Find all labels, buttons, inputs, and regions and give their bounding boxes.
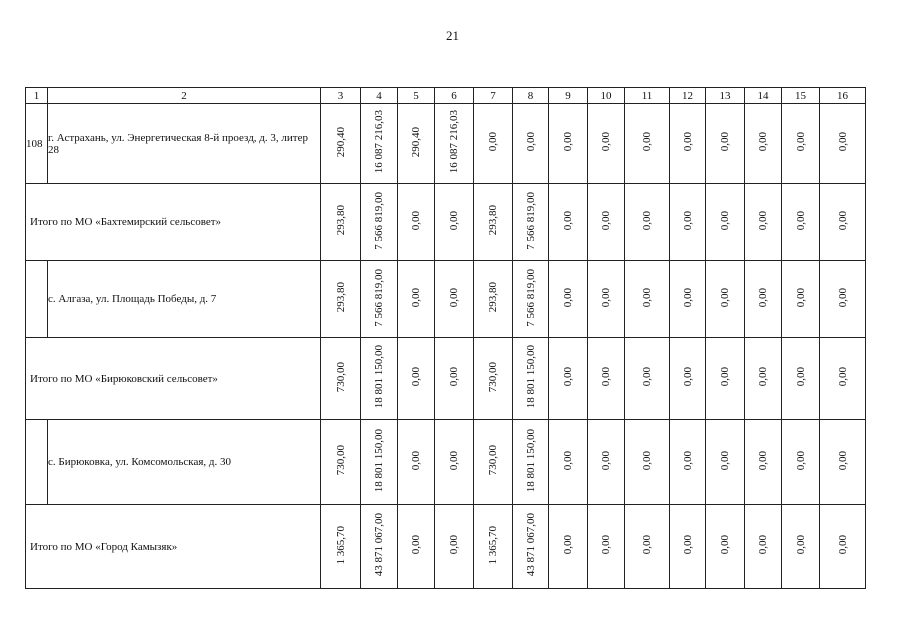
value-cell: [625, 104, 670, 184]
header-cell: 13: [706, 88, 745, 104]
row-number: [26, 261, 48, 338]
value-text: 0,00: [757, 535, 769, 555]
header-cell: 3: [321, 88, 361, 104]
register-table: [25, 87, 866, 589]
value-cell: [820, 104, 866, 184]
value-cell: [625, 338, 670, 420]
value-text: 293,80: [334, 205, 347, 236]
value-cell: [361, 104, 398, 184]
value-cell: [435, 338, 474, 420]
total-label: Итого по МО «Бирюковский сельсовет»: [26, 338, 321, 420]
value-cell: [706, 338, 745, 420]
value-text: 730,00: [487, 361, 499, 393]
value-text: 0,00: [410, 450, 422, 471]
value-text: 0,00: [836, 132, 849, 152]
header-cell: 2: [48, 88, 321, 104]
value-text: 43 871 067,00: [373, 513, 385, 577]
value-text: 18 801 150,00: [524, 345, 537, 409]
value-text: 0,00: [410, 535, 422, 555]
value-text: 1 365,70: [487, 525, 499, 565]
value-cell: [513, 420, 549, 505]
value-text: 0,00: [641, 287, 653, 308]
value-cell: [745, 261, 782, 338]
value-cell: [706, 261, 745, 338]
value-cell: [745, 184, 782, 261]
value-cell: [820, 338, 866, 420]
value-cell: [588, 420, 625, 505]
value-cell: [549, 338, 588, 420]
value-text: 0,00: [794, 132, 807, 152]
value-cell: [435, 420, 474, 505]
value-text: 0,00: [681, 132, 694, 152]
value-cell: [549, 505, 588, 589]
value-cell: [513, 505, 549, 589]
value-text: 0,00: [600, 450, 612, 471]
value-cell: [706, 104, 745, 184]
value-cell: [588, 505, 625, 589]
value-cell: [670, 420, 706, 505]
value-text: 0,00: [719, 450, 731, 471]
value-cell: [513, 338, 549, 420]
value-text: 7 566 819,00: [373, 268, 385, 327]
value-cell: [820, 184, 866, 261]
value-text: 0,00: [794, 367, 807, 387]
value-cell: [513, 261, 549, 338]
value-cell: [321, 338, 361, 420]
value-cell: [474, 184, 513, 261]
value-text: 730,00: [487, 445, 499, 476]
value-cell: [321, 505, 361, 589]
value-cell: [435, 104, 474, 184]
value-text: 0,00: [641, 535, 653, 555]
value-cell: [474, 261, 513, 338]
value-cell: [361, 261, 398, 338]
value-cell: [782, 261, 820, 338]
value-cell: [549, 184, 588, 261]
value-cell: [321, 184, 361, 261]
value-text: 0,00: [836, 450, 849, 471]
value-text: 730,00: [334, 445, 347, 476]
value-text: 0,00: [836, 535, 849, 555]
value-cell: [398, 505, 435, 589]
value-cell: [745, 505, 782, 589]
value-text: 730,00: [334, 361, 347, 393]
value-text: 0,00: [681, 367, 694, 387]
value-text: 0,00: [794, 210, 807, 231]
value-cell: [474, 505, 513, 589]
value-cell: [670, 338, 706, 420]
value-cell: [361, 505, 398, 589]
value-cell: [782, 184, 820, 261]
value-text: 0,00: [410, 287, 422, 308]
value-text: 16 087 216,03: [448, 110, 460, 174]
header-cell: 11: [625, 88, 670, 104]
total-row: [26, 184, 866, 261]
value-cell: [670, 261, 706, 338]
value-text: 0,00: [681, 450, 694, 471]
value-cell: [513, 184, 549, 261]
header-cell: 1: [26, 88, 48, 104]
value-text: 0,00: [562, 132, 574, 152]
header-cell: 5: [398, 88, 435, 104]
value-cell: [782, 420, 820, 505]
table-row: [26, 261, 866, 338]
value-cell: [435, 184, 474, 261]
value-text: 290,40: [334, 126, 347, 158]
value-text: 0,00: [719, 210, 731, 231]
value-text: 0,00: [719, 287, 731, 308]
table-row: [26, 420, 866, 505]
value-text: 0,00: [524, 132, 537, 152]
value-cell: [820, 261, 866, 338]
value-cell: [474, 338, 513, 420]
value-text: 0,00: [410, 367, 422, 387]
value-cell: [361, 338, 398, 420]
header-cell: 16: [820, 88, 866, 104]
value-text: 0,00: [794, 450, 807, 471]
value-cell: [706, 420, 745, 505]
value-cell: [745, 338, 782, 420]
value-text: 43 871 067,00: [524, 513, 537, 577]
value-cell: [361, 420, 398, 505]
value-cell: [820, 505, 866, 589]
value-cell: [398, 184, 435, 261]
value-cell: [625, 420, 670, 505]
value-cell: [398, 338, 435, 420]
value-text: 1 365,70: [334, 525, 347, 565]
row-number: [26, 420, 48, 505]
value-text: 0,00: [562, 210, 574, 231]
value-text: 0,00: [562, 287, 574, 308]
value-cell: [321, 261, 361, 338]
header-cell: 6: [435, 88, 474, 104]
value-text: 0,00: [562, 535, 574, 555]
value-cell: [782, 505, 820, 589]
page-number: 21: [446, 28, 459, 43]
value-text: 0,00: [641, 450, 653, 471]
value-cell: [745, 420, 782, 505]
value-cell: [625, 505, 670, 589]
value-text: 0,00: [600, 132, 612, 152]
value-text: 0,00: [600, 535, 612, 555]
value-cell: [588, 184, 625, 261]
value-text: 7 566 819,00: [373, 191, 385, 250]
value-cell: [435, 505, 474, 589]
total-label: Итого по МО «Бахтемирский сельсовет»: [26, 184, 321, 261]
header-cell: 7: [474, 88, 513, 104]
value-cell: [474, 104, 513, 184]
value-cell: [513, 104, 549, 184]
value-cell: [435, 261, 474, 338]
value-text: 0,00: [719, 367, 731, 387]
value-cell: [820, 420, 866, 505]
value-text: 0,00: [562, 367, 574, 387]
value-cell: [588, 261, 625, 338]
header-cell: 15: [782, 88, 820, 104]
value-cell: [670, 505, 706, 589]
value-text: 7 566 819,00: [524, 191, 537, 250]
value-text: 0,00: [641, 367, 653, 387]
value-text: 0,00: [410, 210, 422, 231]
header-cell: 14: [745, 88, 782, 104]
value-cell: [321, 420, 361, 505]
value-text: 7 566 819,00: [524, 268, 537, 327]
total-row: [26, 505, 866, 589]
value-text: 0,00: [836, 287, 849, 308]
value-text: 0,00: [600, 367, 612, 387]
value-text: 0,00: [757, 367, 769, 387]
value-text: 0,00: [641, 132, 653, 152]
value-text: 0,00: [448, 450, 460, 471]
header-row: [26, 88, 866, 104]
value-text: 0,00: [836, 210, 849, 231]
value-text: 0,00: [448, 367, 460, 387]
address-cell: г. Астрахань, ул. Энергетическая 8-й проезд, д. 3, литер 28: [48, 104, 321, 184]
value-text: 293,80: [334, 282, 347, 313]
value-cell: [398, 420, 435, 505]
value-text: 290,40: [410, 126, 422, 158]
value-cell: [625, 261, 670, 338]
value-cell: [745, 104, 782, 184]
value-text: 0,00: [719, 535, 731, 555]
value-cell: [549, 104, 588, 184]
value-text: 0,00: [794, 535, 807, 555]
value-text: 0,00: [562, 450, 574, 471]
value-cell: [398, 261, 435, 338]
value-cell: [549, 261, 588, 338]
value-cell: [706, 505, 745, 589]
value-text: 0,00: [448, 535, 460, 555]
row-number: 108: [26, 104, 48, 184]
value-cell: [782, 104, 820, 184]
value-cell: [670, 184, 706, 261]
value-text: 0,00: [681, 210, 694, 231]
value-cell: [549, 420, 588, 505]
address-cell: с. Бирюковка, ул. Комсомольская, д. 30: [48, 420, 321, 505]
value-text: 0,00: [757, 210, 769, 231]
header-cell: 8: [513, 88, 549, 104]
header-cell: 10: [588, 88, 625, 104]
table-row: [26, 104, 866, 184]
value-text: 16 087 216,03: [373, 110, 385, 174]
value-text: 293,80: [487, 282, 499, 313]
total-label: Итого по МО «Город Камызяк»: [26, 505, 321, 589]
value-text: 0,00: [487, 132, 499, 152]
value-text: 0,00: [600, 287, 612, 308]
address-cell: с. Алгаза, ул. Площадь Победы, д. 7: [48, 261, 321, 338]
value-text: 18 801 150,00: [373, 345, 385, 409]
value-cell: [782, 338, 820, 420]
value-text: 0,00: [600, 210, 612, 231]
value-text: 0,00: [757, 450, 769, 471]
value-cell: [398, 104, 435, 184]
value-cell: [588, 338, 625, 420]
value-cell: [588, 104, 625, 184]
value-cell: [706, 184, 745, 261]
value-text: 18 801 150,00: [524, 428, 537, 493]
value-text: 0,00: [757, 132, 769, 152]
value-text: 0,00: [448, 287, 460, 308]
value-text: 0,00: [681, 535, 694, 555]
header-cell: 9: [549, 88, 588, 104]
value-text: 293,80: [487, 205, 499, 236]
value-text: 0,00: [836, 367, 849, 387]
value-text: 0,00: [448, 210, 460, 231]
total-row: [26, 338, 866, 420]
value-cell: [361, 184, 398, 261]
value-cell: [321, 104, 361, 184]
value-text: 0,00: [681, 287, 694, 308]
value-text: 0,00: [794, 287, 807, 308]
value-cell: [474, 420, 513, 505]
header-cell: 4: [361, 88, 398, 104]
value-text: 0,00: [641, 210, 653, 231]
value-text: 18 801 150,00: [373, 428, 385, 493]
value-text: 0,00: [757, 287, 769, 308]
value-cell: [625, 184, 670, 261]
header-cell: 12: [670, 88, 706, 104]
value-cell: [670, 104, 706, 184]
value-text: 0,00: [719, 132, 731, 152]
